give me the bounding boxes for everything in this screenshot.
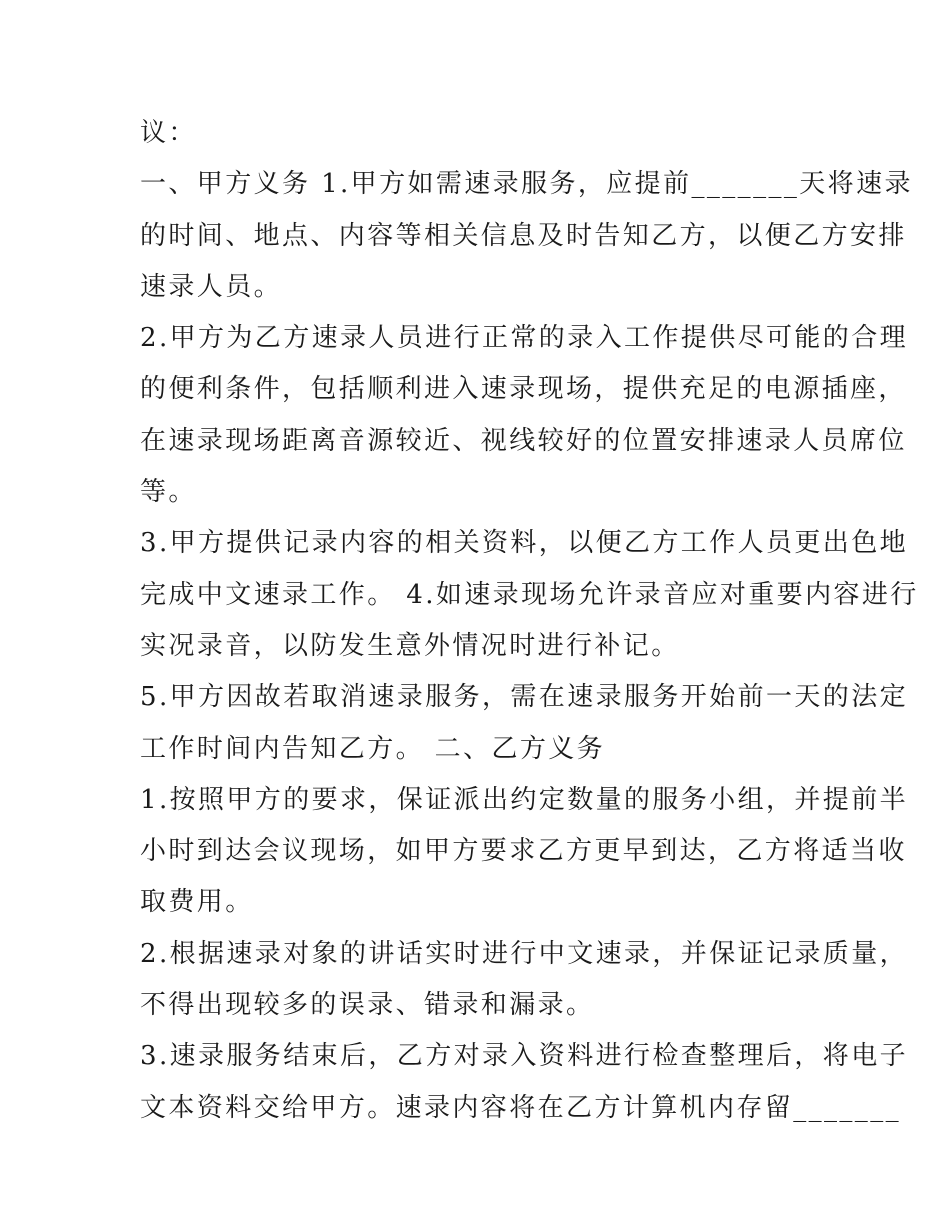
text-line: 速录人员。: [140, 271, 283, 302]
text-line: 的便利条件，包括顺利进入速录现场，提供充足的电源插座，: [140, 374, 907, 405]
text-line: 3.速录服务结束后，乙方对录入资料进行检查整理后，将电子: [140, 1041, 909, 1072]
text-line: 实况录音，以防发生意外情况时进行补记。: [140, 630, 680, 661]
text-line: 2.甲方为乙方速录人员进行正常的录入工作提供尽可能的合理: [140, 323, 909, 354]
text-line: 文本资料交给甲方。速录内容将在乙方计算机内存留_______: [140, 1092, 902, 1123]
text-line: 2.根据速录对象的讲话实时进行中文速录，并保证记录质量，: [140, 938, 909, 969]
text-line: 议：: [140, 118, 197, 148]
contract-text: [140, 108, 919, 1134]
text-line: 工作时间内告知乙方。 二、乙方义务: [140, 733, 606, 764]
text-line: 5.甲方因故若取消速录服务，需在速录服务开始前一天的法定: [140, 682, 909, 713]
text-line: 1.按照甲方的要求，保证派出约定数量的服务小组，并提前半: [140, 784, 909, 815]
text-line: 的时间、地点、内容等相关信息及时告知乙方，以便乙方安排: [140, 220, 907, 251]
text-line: 完成中文速录工作。 4.如速录现场允许录音应对重要内容进行: [140, 579, 919, 610]
text-line: 在速录现场距离音源较近、视线较好的位置安排速录人员席位: [140, 425, 907, 456]
text-line: 等。: [140, 477, 197, 508]
text-line: 取费用。: [140, 887, 254, 918]
text-line: 3.甲方提供记录内容的相关资料，以便乙方工作人员更出色地: [140, 528, 909, 559]
text-line: 小时到达会议现场，如甲方要求乙方更早到达，乙方将适当收: [140, 836, 907, 867]
text-line: 不得出现较多的误录、错录和漏录。: [140, 990, 595, 1021]
text-line: 一、甲方义务 1.甲方如需速录服务，应提前_______天将速录: [140, 169, 913, 200]
